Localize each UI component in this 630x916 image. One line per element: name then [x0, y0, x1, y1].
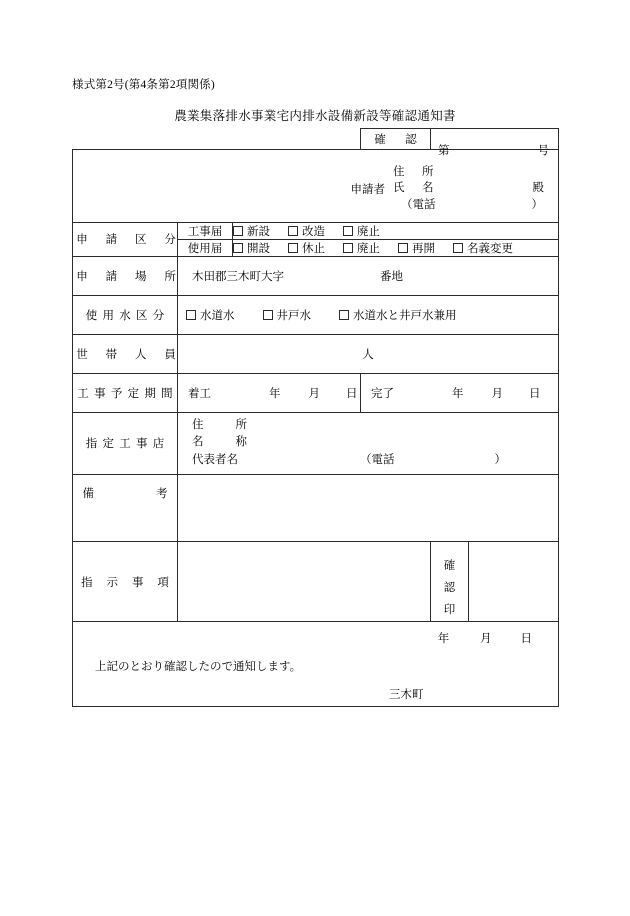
period-start-day: 日 — [346, 387, 358, 400]
construction-options-cell — [233, 222, 559, 239]
applicant-label: 申請者 — [350, 183, 385, 196]
row-label-water-type: 使 用 水 区 分 — [73, 295, 178, 334]
table-row — [73, 129, 559, 150]
period-end-label: 完了 — [371, 387, 394, 400]
household-cell — [178, 334, 559, 373]
table-row — [73, 295, 559, 334]
table-row — [73, 541, 559, 622]
row-label-shop: 指 定 工 事 店 — [73, 412, 178, 474]
row-label-place: 申 請 場 所 — [73, 256, 178, 295]
checkbox-box-icon — [263, 310, 273, 320]
remarks-cell[interactable] — [178, 474, 559, 541]
table-row — [73, 373, 559, 412]
applicant-dono: 殿 — [532, 182, 544, 195]
shop-tel-close: ） — [494, 454, 506, 467]
table-row — [73, 149, 559, 222]
checkbox-label: 新設 — [247, 225, 270, 238]
checkbox-usage-open[interactable] — [233, 240, 270, 256]
usage-options-cell — [233, 239, 559, 256]
checkbox-label: 廃止 — [357, 242, 380, 255]
shop-cell — [178, 412, 559, 474]
confirm-number-prefix: 第 — [438, 144, 450, 157]
period-end-cell — [361, 373, 559, 412]
period-start-label: 着工 — [188, 387, 211, 400]
row-label-household: 世 帯 人 員 — [73, 334, 178, 373]
usage-notice-label: 使用届 — [178, 239, 233, 256]
checkbox-label: 井戸水 — [276, 309, 311, 322]
shop-tel-open: （電話 — [360, 454, 395, 467]
applicant-name-label: 氏 名 — [393, 182, 437, 195]
applicant-tel-close: ） — [531, 198, 543, 211]
checkbox-label: 水道水 — [200, 309, 235, 322]
row-label-instructions: 指 示 事 項 — [73, 541, 178, 622]
footer-town: 三木町 — [389, 689, 424, 702]
footer-month: 月 — [480, 633, 492, 646]
checkbox-label: 休止 — [302, 242, 325, 255]
confirm-number-cell — [431, 129, 559, 157]
checkbox-construction-remodel[interactable] — [288, 223, 325, 239]
checkbox-label: 改造 — [302, 225, 325, 238]
shop-rep-label: 代表者名 — [192, 454, 238, 467]
checkbox-water-tap[interactable] — [186, 307, 235, 323]
checkbox-water-well[interactable] — [263, 307, 312, 323]
checkbox-usage-resume[interactable] — [398, 240, 435, 256]
table-row — [73, 412, 559, 474]
footer-day: 日 — [520, 633, 532, 646]
table-row — [73, 474, 559, 541]
construction-notice-label: 工事届 — [178, 222, 233, 239]
confirm-label: 確 認 — [361, 129, 431, 150]
page-title: 農業集落排水事業宅内排水設備新設等確認通知書 — [174, 109, 456, 123]
checkbox-box-icon — [453, 243, 463, 253]
checkbox-usage-abolish[interactable] — [343, 240, 380, 256]
checkbox-box-icon — [339, 310, 349, 320]
checkbox-box-icon — [288, 243, 298, 253]
applicant-cell — [73, 149, 559, 222]
checkbox-box-icon — [398, 243, 408, 253]
table-row — [73, 222, 559, 239]
checkbox-construction-new[interactable] — [233, 223, 270, 239]
period-start-year: 年 — [269, 387, 281, 400]
place-cell — [178, 256, 559, 295]
checkbox-usage-suspend[interactable] — [288, 240, 325, 256]
checkbox-box-icon — [186, 310, 196, 320]
period-end-month: 月 — [491, 387, 503, 400]
notification-form-table — [72, 128, 559, 707]
checkbox-box-icon — [233, 226, 243, 236]
footer-year: 年 — [437, 633, 450, 646]
place-banchi-label: 番地 — [380, 270, 403, 283]
checkbox-label: 廃止 — [357, 225, 380, 238]
checkbox-label: 水道水と井戸水兼用 — [353, 309, 457, 322]
period-end-day: 日 — [529, 387, 541, 400]
checkbox-construction-abolish[interactable] — [343, 223, 380, 239]
place-value: 木田郡三木町大字 — [192, 270, 284, 283]
checkbox-label: 開設 — [247, 242, 270, 255]
checkbox-label: 再開 — [412, 242, 435, 255]
checkbox-box-icon — [288, 226, 298, 236]
shop-name-label: 名 称 — [192, 436, 250, 449]
confirm-number-suffix: 号 — [537, 144, 549, 157]
confirm-seal-label-cell — [431, 541, 469, 622]
checkbox-label: 名義変更 — [467, 242, 513, 255]
applicant-address-label: 住 所 — [393, 165, 437, 178]
table-row — [73, 622, 559, 707]
checkbox-water-both[interactable] — [339, 307, 457, 323]
confirm-seal-area[interactable] — [469, 541, 559, 622]
checkbox-box-icon — [343, 226, 353, 236]
shop-address-label: 住 所 — [192, 418, 250, 431]
period-start-cell — [178, 373, 361, 412]
form-code: 様式第2号(第4条第2項関係) — [72, 79, 215, 91]
checkbox-box-icon — [343, 243, 353, 253]
instructions-cell[interactable] — [178, 541, 431, 622]
applicant-tel-open: （電話 — [401, 198, 436, 211]
checkbox-box-icon — [233, 243, 243, 253]
row-label-remarks: 備 考 — [73, 474, 178, 541]
table-row — [73, 334, 559, 373]
confirm-seal-label: 確 認 印 — [443, 559, 456, 616]
period-end-year: 年 — [452, 387, 464, 400]
household-unit-label: 人 — [362, 348, 374, 361]
water-type-cell — [178, 295, 559, 334]
footer-cell — [73, 622, 559, 707]
table-row — [73, 256, 559, 295]
row-label-period: 工 事 予 定 期 間 — [73, 373, 178, 412]
checkbox-usage-rename[interactable] — [453, 240, 513, 256]
row-label-application-type: 申 請 区 分 — [73, 222, 178, 256]
footer-statement: 上記のとおり確認したので通知します。 — [95, 661, 302, 674]
period-start-month: 月 — [308, 387, 320, 400]
